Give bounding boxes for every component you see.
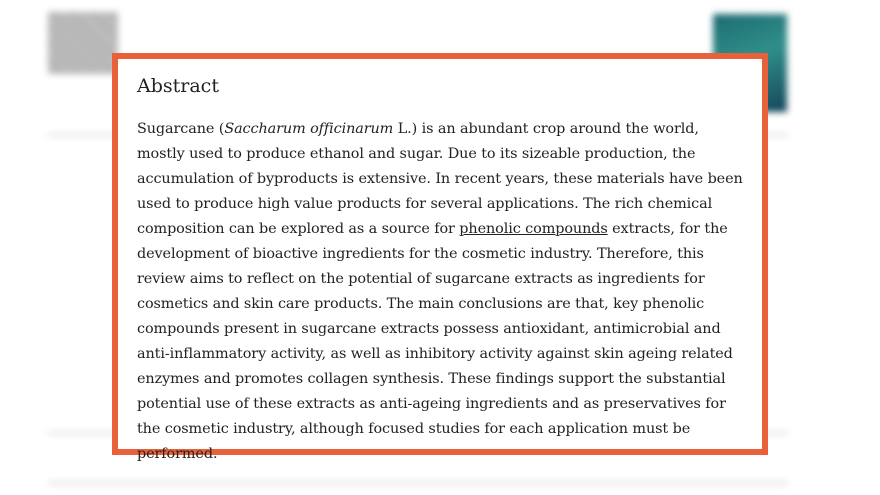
abstract-highlight-box [112, 53, 768, 462]
publisher-logo [48, 12, 118, 74]
phenolic-compounds-link[interactable]: phenolic compounds [459, 221, 608, 237]
divider [48, 482, 788, 484]
abstract-text-part: extracts, for the development of bioactive ingredients for the cosmetic industry. Therefore, this review aims to reflect on the potential of sugarcane extracts as ingredients for cosmetics and skin care products. The main conclusions are that, key phenolic compounds present in sugarcane extracts possess antioxidant, antimicrobial and anti-inflammatory activity, as well as inhibitory activity against skin ageing related enzymes and promotes collagen synthesis. These findings support the substantial potential use of these extracts as anti-ageing ingredients and as preservatives for the cosmetic industry, although focused studies for each application must be performed. [137, 221, 733, 462]
abstract-text-part: L.) is an abundant crop around the world, mostly used to produce ethanol and sugar. Due to its sizeable production, the accumulation of byproducts is extensive. In recent years, these materials have been used to produce high value products for several applications. The rich chemical composition can be explored as a source for [137, 121, 743, 237]
abstract-text [137, 117, 744, 467]
abstract-heading: Abstract [137, 75, 219, 97]
species-name: Saccharum officinarum [224, 121, 394, 137]
abstract-text-part: Sugarcane ( [137, 121, 225, 137]
